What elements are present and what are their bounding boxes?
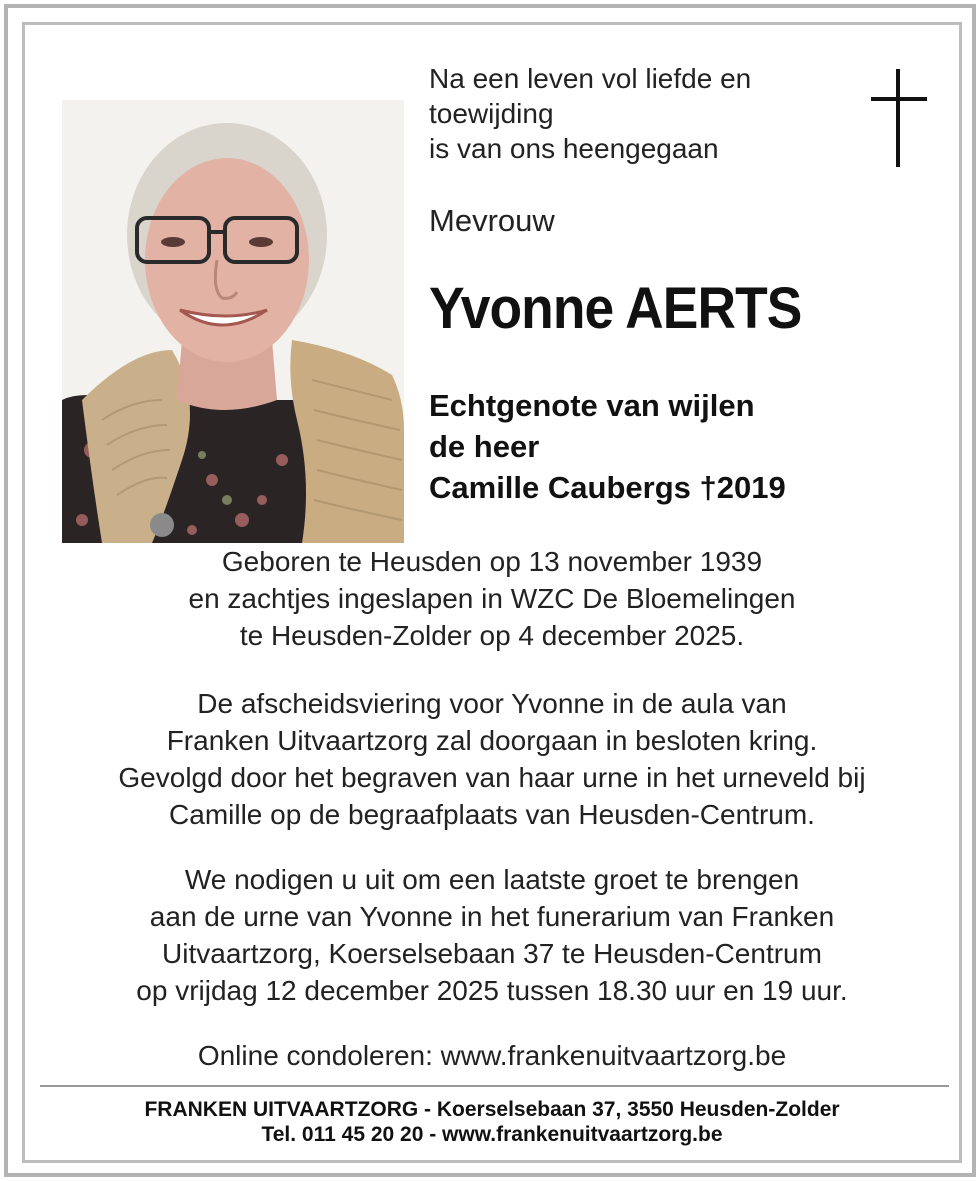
ceremony-paragraph: [25, 685, 959, 833]
paragraph-line: op vrijdag 12 december 2025 tussen 18.30 uur en 19 uur.: [136, 975, 848, 1006]
footer-divider: [40, 1085, 949, 1087]
paragraph-line: Geboren te Heusden op 13 november 1939: [221, 546, 763, 577]
spouse-line: Camille Caubergs †2019: [429, 470, 786, 505]
paragraph-line: Franken Uitvaartzorg zal doorgaan in besloten kring.: [166, 725, 818, 756]
funeral-home-footer: [25, 1097, 959, 1147]
visitation-paragraph: [25, 861, 959, 1009]
spouse-info: [429, 385, 786, 508]
outer-frame: [4, 4, 976, 1177]
deceased-name: Yvonne AERTS: [429, 276, 802, 341]
paragraph-line: Uitvaartzorg, Koerselsebaan 37 te Heusden-Centrum: [162, 938, 822, 969]
footer-address: FRANKEN UITVAARTZORG - Koerselsebaan 37, 3550 Heusden-Zolder: [144, 1098, 840, 1121]
condolence-line: [25, 1037, 959, 1074]
footer-contact: Tel. 011 45 20 20 - www.frankenuitvaartzorg.be: [261, 1123, 723, 1146]
birth-death-paragraph: [25, 543, 959, 654]
spouse-line: Echtgenote van wijlen: [429, 388, 755, 423]
portrait-photo: [62, 100, 404, 543]
honorific: Mevrouw: [429, 203, 555, 238]
paragraph-line: Gevolgd door het begraven van haar urne in het urneveld bij: [118, 762, 866, 793]
obituary-card: [22, 22, 962, 1163]
cross-icon: [871, 69, 929, 167]
paragraph-line: en zachtjes ingeslapen in WZC De Bloemelingen: [188, 583, 796, 614]
intro-line: Na een leven vol liefde en: [429, 63, 752, 94]
intro-line: toewijding: [429, 98, 554, 129]
condolence-text: Online condoleren: www.frankenuitvaartzorg.be: [197, 1040, 787, 1071]
paragraph-line: Camille op de begraafplaats van Heusden-Centrum.: [169, 799, 815, 830]
intro-line: is van ons heengegaan: [429, 133, 719, 164]
intro-text: [429, 61, 751, 166]
paragraph-line: De afscheidsviering voor Yvonne in de aula van: [197, 688, 787, 719]
paragraph-line: te Heusden-Zolder op 4 december 2025.: [239, 620, 745, 651]
spouse-line: de heer: [429, 429, 540, 464]
paragraph-line: aan de urne van Yvonne in het funerarium van Franken: [149, 901, 835, 932]
paragraph-line: We nodigen u uit om een laatste groet te brengen: [184, 864, 800, 895]
